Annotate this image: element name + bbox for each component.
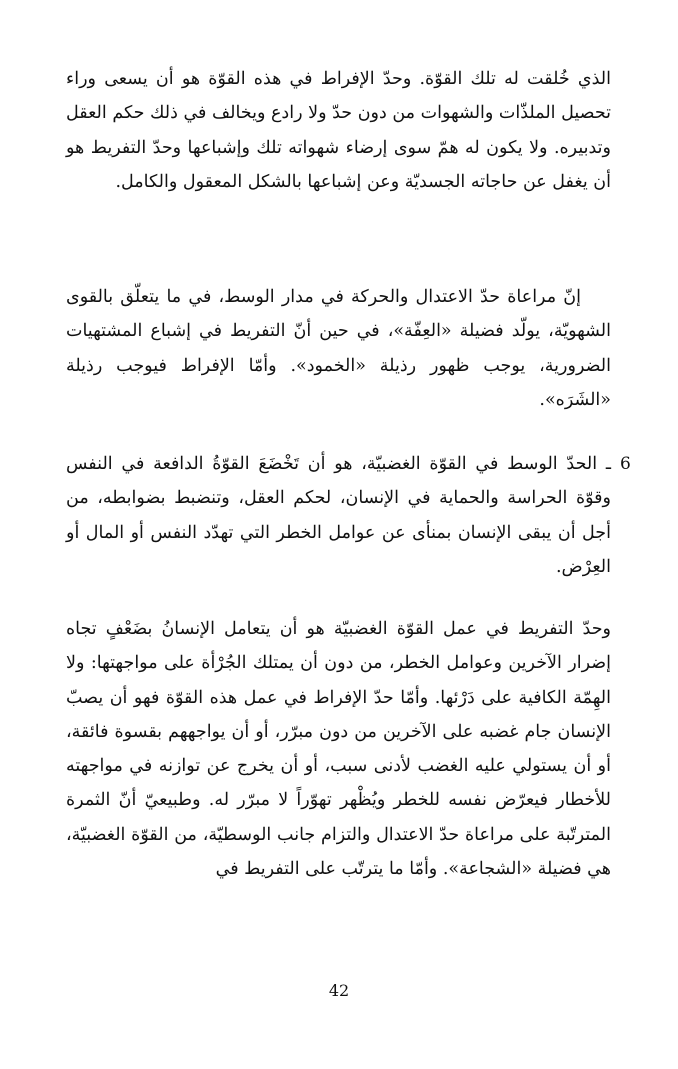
paragraph-anger-faculty-extremes: وحدّ التفريط في عمل القوّة الغضبيّة هو أن يتعامل الإنسانُ بضَعْفٍ تجاه إضرار الآخرين وعوامل الخطر، من دون أن يمتلك الجُرْأة على مواجهتها: ولا الهِمّة الكافية على دَرْئها. وأمّا حدّ الإفراط في عمل هذه القوّة فهو أن يصبّ الإنسان جام غضبه على الآخرين من دون مبرّر، أو أن يواجههم بقسوة فائقة، أو أن يستولي عليه الغضب لأدنى سبب، أو أن يخرج عن توازنه في مواجهته للأخطار فيعرّض نفسه للخطر ويُظْهر تهوّراً لا مبرّر له. وطبيعيّ أنّ الثمرة المترتّبة على مراعاة حدّ الاعتدال والتزام جانب الوسطيّة، من القوّة الغضبيّة، هي فضيلة «الشجاعة». وأمّا ما يترتّب على التفريط في (66, 619, 611, 880)
paragraph-continuation: الذي خُلقت له تلك القوّة. وحدّ الإفراط في هذه القوّة هو أن يسعى وراء تحصيل الملذّات والشهوات من دون حدّ ولا رادع ويخالف في ذلك حكم العقل وتدبيره. ولا يكون له همّ سوى إرضاء شهواته تلك وإشباعها وحدّ التفريط هو أن يغفل عن حاجاته الجسديّة وعن إشباعها بالشكل المعقول والكامل. (66, 69, 611, 192)
page-number: 42 (328, 981, 350, 1000)
paragraph-anger-faculty-mean: ـ الحدّ الوسط في القوّة الغضبيّة، هو أن تَخْضَعَ القوّةُ الدافعة في النفس وقوّة الحراسة والحماية في الإنسان، لحكم العقل، وتنضبط بضوابطه، من أجل أن يبقى الإنسان بمنأى عن عوامل الخطر التي تهدّد النفس أو المال أو العِرْض. (66, 454, 611, 577)
list-item-number: 6 (620, 454, 631, 474)
paragraph-chastity: إنّ مراعاة حدّ الاعتدال والحركة في مدار الوسط، في ما يتعلّق بالقوى الشهويّة، يولّد فضيلة «العِفّة»، في حين أنّ التفريط في إشباع المشتهيات الضرورية، يوجب ظهور رذيلة «الخمود». وأمّا الإفراط فيوجب رذيلة «الشَرَه». (66, 287, 611, 410)
